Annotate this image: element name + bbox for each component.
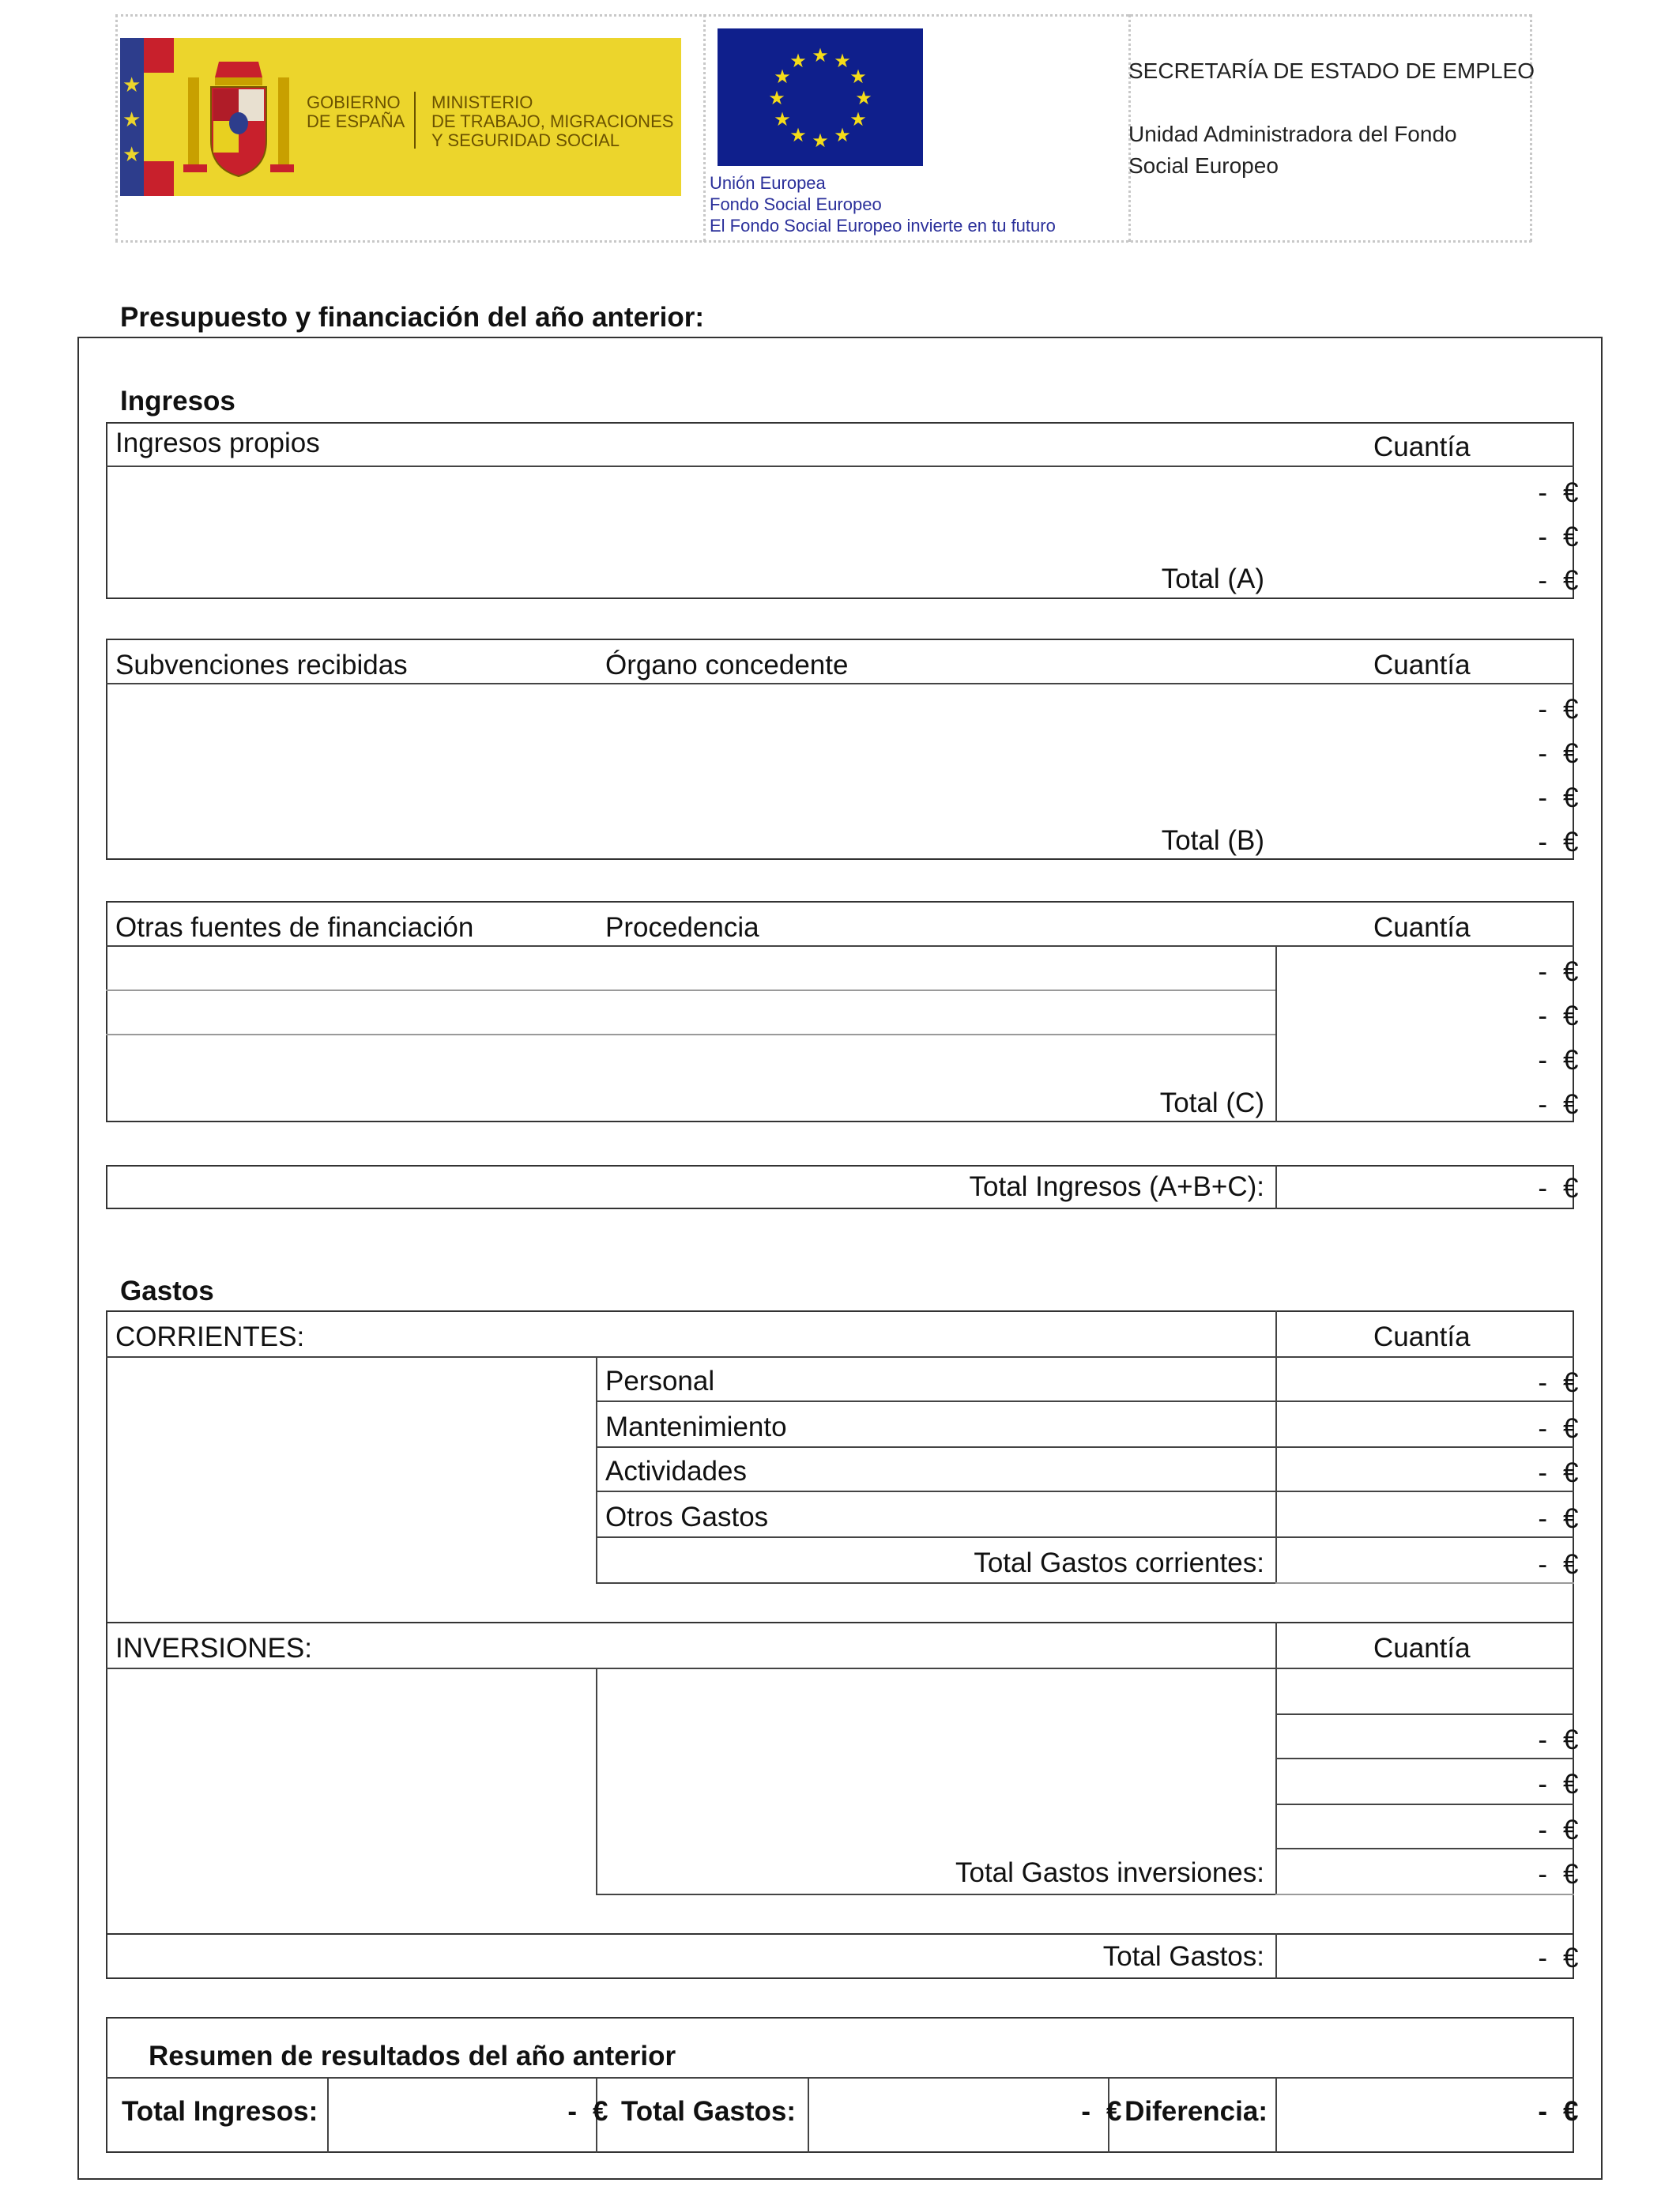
total-a-label: Total (A) xyxy=(1161,564,1264,594)
svg-text:★: ★ xyxy=(834,124,851,146)
euro-sign: € xyxy=(1563,477,1579,508)
logo-star-icon: ★ xyxy=(122,142,141,166)
gobierno-espana-logo xyxy=(120,38,681,196)
row-rule xyxy=(596,1582,1275,1584)
amount-dash: - xyxy=(1538,1045,1547,1076)
amount-cell xyxy=(1500,522,1595,553)
header-border-bottom xyxy=(115,240,1531,243)
amount-dash: - xyxy=(1538,1769,1547,1800)
svg-text:★: ★ xyxy=(768,87,785,109)
amount-cell xyxy=(1500,782,1595,814)
logo-divider xyxy=(414,92,416,149)
header-border-left xyxy=(115,14,118,242)
amount-dash: - xyxy=(1538,522,1547,552)
euro-sign: € xyxy=(1563,694,1579,725)
amount-cell xyxy=(1500,1413,1595,1445)
euro-sign: € xyxy=(1563,1815,1579,1845)
svg-text:★: ★ xyxy=(789,124,807,146)
amount-cell xyxy=(1500,1769,1595,1800)
amount-dash: - xyxy=(1538,1815,1547,1845)
amount-dash: - xyxy=(1538,477,1547,508)
amount-cell xyxy=(1500,477,1595,509)
amount-cell xyxy=(1500,738,1595,770)
gasto-mantenimiento-label: Mantenimiento xyxy=(605,1412,787,1442)
logo-blue-band xyxy=(120,38,144,196)
amount-cell xyxy=(1500,1457,1595,1489)
euro-sign: € xyxy=(593,2096,608,2127)
total-a-amount xyxy=(1500,565,1595,597)
total-c-amount xyxy=(1500,1089,1595,1121)
euro-sign: € xyxy=(1563,1549,1579,1580)
amount-dash: - xyxy=(1538,1457,1547,1488)
svg-text:★: ★ xyxy=(774,66,791,88)
subvenciones-label: Subvenciones recibidas xyxy=(115,650,408,680)
total-corrientes-label: Total Gastos corrientes: xyxy=(974,1547,1264,1578)
ingresos-heading: Ingresos xyxy=(120,386,235,417)
cuantia-header: Cuantía xyxy=(1373,1321,1471,1352)
euro-sign: € xyxy=(1563,782,1579,813)
amount-dash: - xyxy=(1538,738,1547,769)
row-rule xyxy=(596,1446,1574,1448)
gobierno-line-2: DE ESPAÑA xyxy=(307,111,405,131)
header-border-right xyxy=(1530,14,1532,242)
euro-sign: € xyxy=(1563,1413,1579,1444)
row-rule xyxy=(596,1491,1574,1492)
amount-dash: - xyxy=(567,2096,577,2127)
resumen-diferencia-label: Diferencia: xyxy=(1124,2096,1268,2127)
row-rule xyxy=(1275,1758,1574,1759)
summary-column-rule xyxy=(808,2077,809,2153)
logo-flag-band xyxy=(144,38,174,196)
label-column-rule xyxy=(596,1668,597,1894)
summary-column-rule xyxy=(1275,2077,1277,2153)
row-rule xyxy=(1275,1804,1574,1805)
row-rule xyxy=(1275,1582,1574,1584)
gastos-heading: Gastos xyxy=(120,1276,214,1306)
secretaria-text: SECRETARÍA DE ESTADO DE EMPLEO xyxy=(1128,58,1535,83)
amount-dash: - xyxy=(1538,1859,1547,1890)
row-rule xyxy=(106,1034,1275,1035)
total-c-label: Total (C) xyxy=(1159,1088,1264,1118)
amount-dash: - xyxy=(1538,1413,1547,1444)
svg-text:★: ★ xyxy=(849,108,867,130)
eu-stars-icon xyxy=(718,28,923,166)
euro-sign: € xyxy=(1563,1859,1579,1890)
eu-caption-2: Fondo Social Europeo xyxy=(710,194,882,214)
amount-dash: - xyxy=(1538,2096,1547,2127)
svg-text:★: ★ xyxy=(774,108,791,130)
svg-text:★: ★ xyxy=(789,50,807,72)
row-rule xyxy=(1275,1713,1574,1715)
svg-text:★: ★ xyxy=(849,66,867,88)
amount-cell xyxy=(1500,956,1595,988)
logo-star-icon: ★ xyxy=(122,107,141,131)
table-header-rule xyxy=(106,1356,1574,1358)
total-ingresos-label: Total Ingresos (A+B+C): xyxy=(969,1171,1264,1202)
table-header-rule xyxy=(106,2077,1574,2079)
total-b-amount xyxy=(1500,827,1595,858)
euro-sign: € xyxy=(1563,1725,1579,1755)
page-title: Presupuesto y financiación del año anterior: xyxy=(120,302,705,333)
euro-sign: € xyxy=(1106,2096,1122,2127)
euro-sign: € xyxy=(1563,1089,1579,1120)
row-rule xyxy=(596,1536,1574,1538)
amount-column-rule xyxy=(1275,945,1277,1122)
euro-sign: € xyxy=(1563,1173,1579,1204)
euro-sign: € xyxy=(1563,1943,1579,1973)
eu-flag-icon xyxy=(718,28,923,166)
ministerio-line-2: DE TRABAJO, MIGRACIONES xyxy=(431,111,674,131)
ingresos-propios-label: Ingresos propios xyxy=(115,428,320,458)
cuantia-header: Cuantía xyxy=(1373,650,1471,680)
svg-text:★: ★ xyxy=(812,44,829,66)
euro-sign: € xyxy=(1563,738,1579,769)
inversiones-label: INVERSIONES: xyxy=(115,1633,312,1664)
amount-dash: - xyxy=(1538,782,1547,813)
table-header-rule xyxy=(106,683,1574,684)
row-rule xyxy=(596,1894,1275,1895)
euro-sign: € xyxy=(1563,1045,1579,1076)
euro-sign: € xyxy=(1563,1001,1579,1031)
row-rule xyxy=(1275,1848,1574,1849)
eu-caption-3: El Fondo Social Europeo invierte en tu futuro xyxy=(710,216,1056,236)
amount-cell xyxy=(1500,694,1595,726)
amount-cell xyxy=(1500,1045,1595,1076)
row-rule xyxy=(1275,1894,1574,1895)
total-corrientes-amount xyxy=(1500,1549,1595,1581)
euro-sign: € xyxy=(1563,1367,1579,1398)
amount-dash: - xyxy=(1538,1367,1547,1398)
total-inversiones-label: Total Gastos inversiones: xyxy=(955,1857,1264,1888)
otras-fuentes-label: Otras fuentes de financiación xyxy=(115,912,474,943)
resumen-total-ingresos-amount xyxy=(529,2096,624,2128)
total-gastos-label: Total Gastos: xyxy=(1102,1941,1264,1972)
table-header-rule xyxy=(106,466,1574,467)
amount-dash: - xyxy=(1538,565,1547,596)
amount-dash: - xyxy=(1538,1943,1547,1973)
euro-sign: € xyxy=(1563,956,1579,987)
eu-caption-1: Unión Europea xyxy=(710,173,826,193)
total-ingresos-amount xyxy=(1500,1173,1595,1204)
procedencia-header: Procedencia xyxy=(605,912,759,943)
row-rule xyxy=(106,990,1275,991)
svg-text:★: ★ xyxy=(834,50,851,72)
euro-sign: € xyxy=(1563,1457,1579,1488)
amount-column-rule xyxy=(1275,1165,1277,1209)
amount-cell xyxy=(1500,1001,1595,1032)
amount-column-rule xyxy=(1275,1933,1277,1979)
resumen-diferencia-amount xyxy=(1500,2096,1595,2128)
euro-sign: € xyxy=(1563,1503,1579,1534)
amount-dash: - xyxy=(1538,1725,1547,1755)
euro-sign: € xyxy=(1563,522,1579,552)
gasto-personal-label: Personal xyxy=(605,1366,715,1397)
svg-text:★: ★ xyxy=(812,130,829,152)
ingresos-propios-table xyxy=(106,422,1574,599)
header-border-top xyxy=(115,14,1531,17)
euro-sign: € xyxy=(1563,827,1579,858)
amount-cell xyxy=(1500,1815,1595,1846)
gasto-actividades-label: Actividades xyxy=(605,1456,747,1487)
amount-cell xyxy=(1500,1725,1595,1756)
ministerio-line-1: MINISTERIO xyxy=(431,92,533,112)
total-b-label: Total (B) xyxy=(1161,825,1264,856)
table-header-rule xyxy=(106,1668,1574,1669)
cuantia-header: Cuantía xyxy=(1373,1633,1471,1664)
amount-dash: - xyxy=(1538,1001,1547,1031)
unidad-line-1: Unidad Administradora del Fondo xyxy=(1128,122,1457,146)
table-header-rule xyxy=(106,945,1574,947)
amount-dash: - xyxy=(1081,2096,1090,2127)
total-gastos-amount xyxy=(1500,1943,1595,1974)
svg-text:★: ★ xyxy=(855,87,872,109)
resumen-title: Resumen de resultados del año anterior xyxy=(149,2041,676,2071)
coat-of-arms-icon xyxy=(183,54,294,188)
amount-dash: - xyxy=(1538,827,1547,858)
summary-column-rule xyxy=(327,2077,329,2153)
label-column-rule xyxy=(596,1356,597,1582)
organo-concedente-header: Órgano concedente xyxy=(605,650,849,680)
amount-cell xyxy=(1500,1367,1595,1399)
amount-dash: - xyxy=(1538,694,1547,725)
gasto-otros-label: Otros Gastos xyxy=(605,1502,769,1532)
euro-sign: € xyxy=(1563,565,1579,596)
euro-sign: € xyxy=(1563,1769,1579,1800)
gobierno-line-1: GOBIERNO xyxy=(307,92,401,112)
amount-dash: - xyxy=(1538,956,1547,987)
cuantia-header: Cuantía xyxy=(1373,432,1471,462)
total-inversiones-amount xyxy=(1500,1859,1595,1891)
ministerio-line-3: Y SEGURIDAD SOCIAL xyxy=(431,130,620,150)
amount-dash: - xyxy=(1538,1549,1547,1580)
resumen-total-ingresos-label: Total Ingresos: xyxy=(122,2096,318,2127)
resumen-table xyxy=(106,2017,1574,2153)
resumen-total-gastos-label: Total Gastos: xyxy=(621,2096,797,2127)
logo-star-icon: ★ xyxy=(122,73,141,96)
amount-cell xyxy=(1500,1503,1595,1535)
amount-dash: - xyxy=(1538,1173,1547,1204)
cuantia-header: Cuantía xyxy=(1373,912,1471,943)
amount-dash: - xyxy=(1538,1503,1547,1534)
row-rule xyxy=(596,1400,1574,1402)
amount-dash: - xyxy=(1538,1089,1547,1120)
header-divider-1 xyxy=(703,14,706,242)
euro-sign: € xyxy=(1563,2096,1579,2127)
corrientes-label: CORRIENTES: xyxy=(115,1321,305,1352)
unidad-line-2: Social Europeo xyxy=(1128,153,1279,178)
